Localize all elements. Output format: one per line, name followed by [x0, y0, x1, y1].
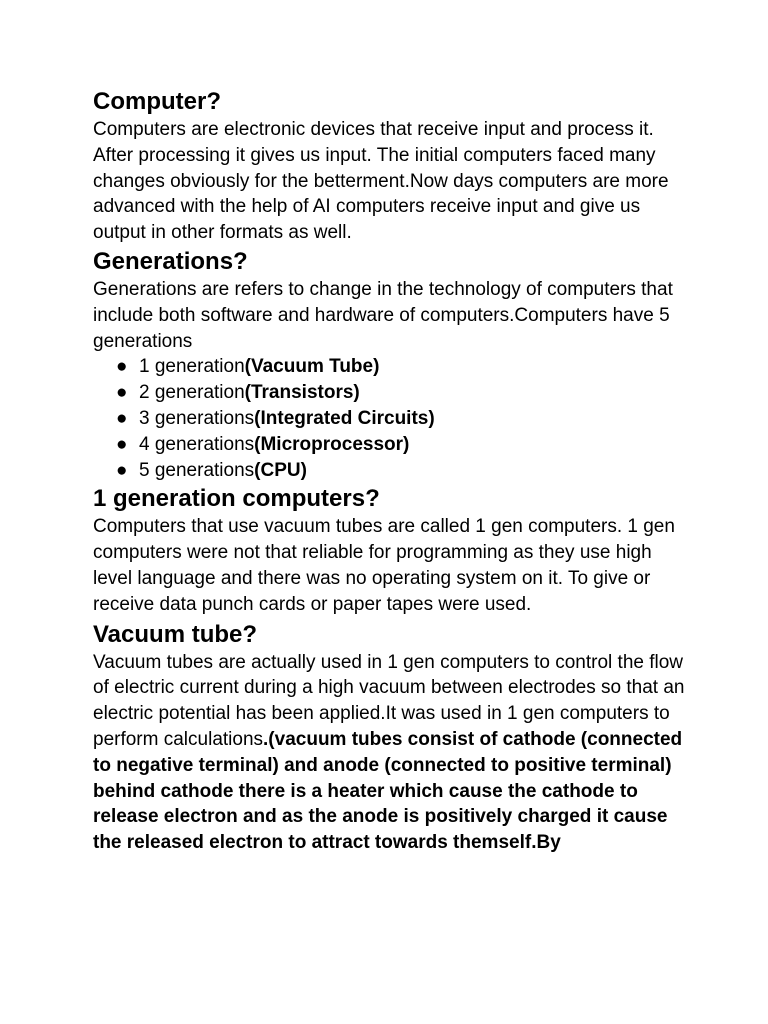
document-page [93, 87, 693, 856]
bullet-icon: ● [116, 356, 128, 378]
generations-list [93, 354, 693, 483]
bullet-icon: ● [116, 459, 128, 481]
bullet-icon: ● [116, 407, 128, 429]
list-item-label: 4 generations [139, 433, 255, 455]
list-item-label: 1 generation [139, 356, 245, 378]
paragraph-vacuum-tube-text: Vacuum tubes are actually used in 1 gen computers to control the flow of electric current during a high vacuum between electrodes so that an electric potential has been applied.It was used in 1 gen computers to perform calculations [93, 651, 685, 750]
list-item-label: 2 generation [139, 382, 245, 404]
bullet-icon: ● [116, 433, 128, 455]
list-item [93, 432, 693, 458]
paragraph-generations: Generations are refers to change in the technology of computers that include both software and hardware of computers.Computers have 5 generations [93, 278, 673, 352]
list-item-label: 5 generations [139, 459, 255, 481]
list-item-detail: (CPU) [254, 459, 307, 481]
paragraph-gen1-computers: Computers that use vacuum tubes are called 1 gen computers. 1 gen computers were not that reliable for programming as they use high level language and there was no operating system on it. To give or receive data punch cards or paper tapes were used. [93, 516, 675, 615]
paragraph-computer: Computers are electronic devices that receive input and process it. After processing it gives us input. The initial computers faced many changes obviously for the betterment.Now days computers are more advanced with the help of AI computers receive input and give us output in other formats as well. [93, 119, 669, 244]
list-item-detail: (Transistors) [244, 382, 360, 404]
list-item-detail: (Microprocessor) [254, 433, 410, 455]
list-item-detail: (Integrated Circuits) [254, 407, 435, 429]
list-item [93, 354, 693, 380]
paragraph-vacuum-tube-bold: .(vacuum tubes consist of cathode (connected to negative terminal) and anode (connected to positive terminal) behind cathode there is a heater which cause the cathode to release electron and as the anode is positively charged it cause the released electron to attract towards themself.By [93, 728, 683, 854]
heading-gen1-computers: 1 generation computers? [93, 485, 380, 513]
list-item [93, 380, 693, 406]
paragraph-vacuum-tube [93, 650, 693, 856]
heading-vacuum-tube: Vacuum tube? [93, 620, 258, 648]
list-item-detail: (Vacuum Tube) [244, 356, 380, 378]
bullet-icon: ● [116, 382, 128, 404]
heading-generations: Generations? [93, 247, 248, 275]
list-item [93, 406, 693, 432]
heading-computer: Computer? [93, 88, 221, 115]
list-item-label: 3 generations [139, 407, 255, 429]
list-item [93, 458, 693, 484]
